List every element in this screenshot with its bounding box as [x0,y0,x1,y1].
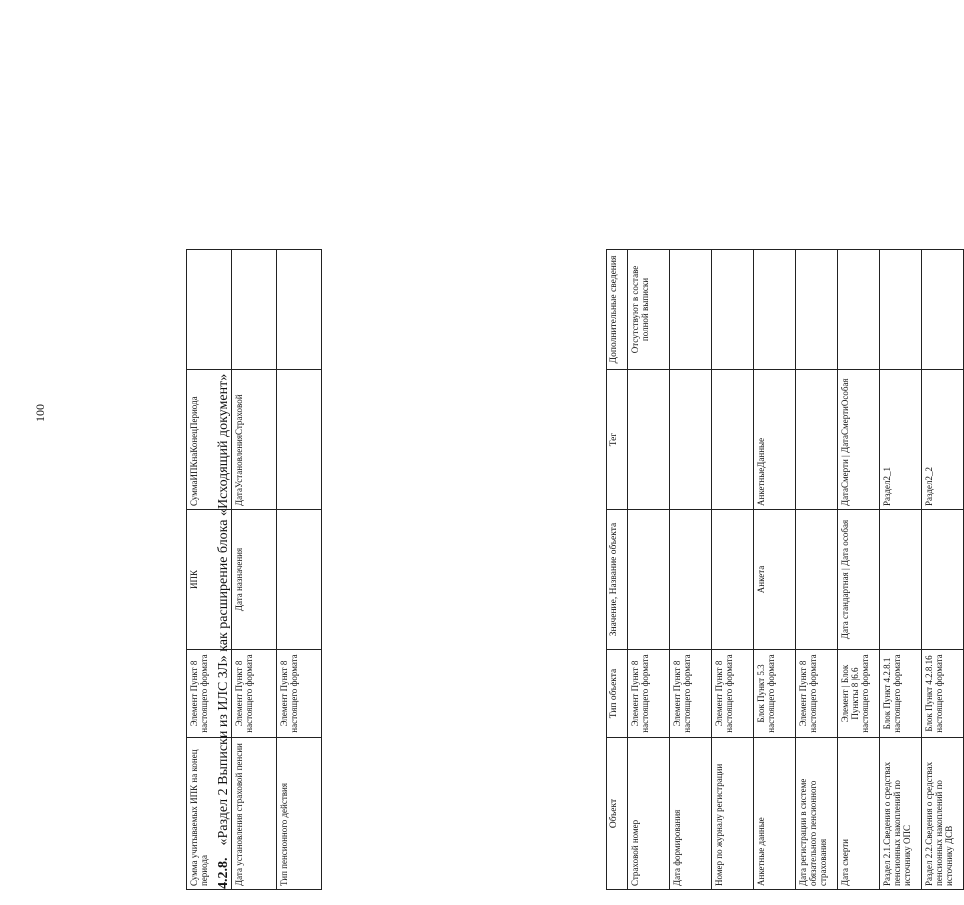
cell-value [670,510,712,650]
table-row [754,250,796,890]
table-row [712,250,754,890]
cell-type: Элемент Пункт 8 настоящего формата [670,650,712,738]
cell-type: Блок Пункт 4.2.8.1 настоящего формата [880,650,922,738]
header-extra: Дополнительные сведения [607,250,628,370]
header-object: Объект [607,738,628,890]
cell-tag: ДатаУстановленияСтраховой [232,370,277,510]
cell-object: Дата смерти [838,738,880,890]
table-row [796,250,838,890]
page-number: 100 [33,404,47,422]
table-row [277,250,322,890]
header-tag: Тег [607,370,628,510]
cell-type: Элемент Пункт 8 настоящего формата [712,650,754,738]
cell-extra: Отсутствуют в составе полной выписки [628,250,670,370]
cell-value [880,510,922,650]
cell-extra [922,250,964,370]
cell-tag [712,370,754,510]
cell-value [277,510,322,650]
cell-object: Дата формирования [670,738,712,890]
table-row [232,250,277,890]
cell-object: Страховой номер [628,738,670,890]
cell-object: Анкетные данные [754,738,796,890]
cell-type: Блок Пункт 5.3 настоящего формата [754,650,796,738]
table-row [670,250,712,890]
section-title-text: «Раздел 2 Выписки из ИЛС ЗЛ» как расширение блока «Исходящий документ» [216,373,231,846]
section-heading [216,249,238,889]
cell-tag: АнкетныеДанные [754,370,796,510]
cell-type: Элемент Пункт 8 настоящего формата [628,650,670,738]
cell-value [796,510,838,650]
cell-value [922,510,964,650]
cell-object: Раздел 2.1.Сведения о средствах пенсионных накоплений по источнику ОПС [880,738,922,890]
cell-object: Дата регистрации в системе обязательного пенсионного страхования [796,738,838,890]
cell-object: Тип пенсионного действия [277,738,322,890]
cell-type: Блок Пункт 4.2.8.16 настоящего формата [922,650,964,738]
cell-tag: ДатаСмерти | ДатаСмертиОсобая [838,370,880,510]
section-table [606,249,964,890]
cell-extra [796,250,838,370]
cell-object: Дата установления страховой пенсии [232,738,277,890]
table-row [628,250,670,890]
cell-extra [232,250,277,370]
cell-type: Элемент | Блок Пункты 8 |6.6 настоящего формата [838,650,880,738]
table-row [922,250,964,890]
cell-object: Сумма учитываемых ИПК на конец периода [187,738,232,890]
cell-value: Дата назначения [232,510,277,650]
cell-extra [712,250,754,370]
table-header-row [607,250,628,890]
cell-tag [670,370,712,510]
cell-value: ИПК [187,510,232,650]
header-type: Тип объекта [607,650,628,738]
cell-tag: Раздел2_2 [922,370,964,510]
cell-extra [880,250,922,370]
cell-tag [796,370,838,510]
cell-value: Дата стандартная | Дата особая [838,510,880,650]
cell-extra [838,250,880,370]
cell-value [628,510,670,650]
cell-extra [754,250,796,370]
cell-type: Элемент Пункт 8 настоящего формата [187,650,232,738]
table-row [838,250,880,890]
cell-extra [277,250,322,370]
cell-type: Элемент Пункт 8 настоящего формата [277,650,322,738]
cell-type: Элемент Пункт 8 настоящего формата [796,650,838,738]
table-continuation [186,249,322,890]
cell-tag: Раздел2_1 [880,370,922,510]
table-row [880,250,922,890]
header-value: Значение, Название объекта [607,510,628,650]
cell-tag [277,370,322,510]
cell-type: Элемент Пункт 8 настоящего формата [232,650,277,738]
cell-object: Номер по журналу регистрации [712,738,754,890]
cell-object: Раздел 2.2.Сведения о средствах пенсионных накоплений по источнику ДСВ [922,738,964,890]
cell-extra [670,250,712,370]
section-number: 4.2.8. [216,857,231,889]
cell-value: Анкета [754,510,796,650]
cell-tag [628,370,670,510]
cell-tag: СуммаИПКнаКонецПериода [187,370,232,510]
cell-value [712,510,754,650]
